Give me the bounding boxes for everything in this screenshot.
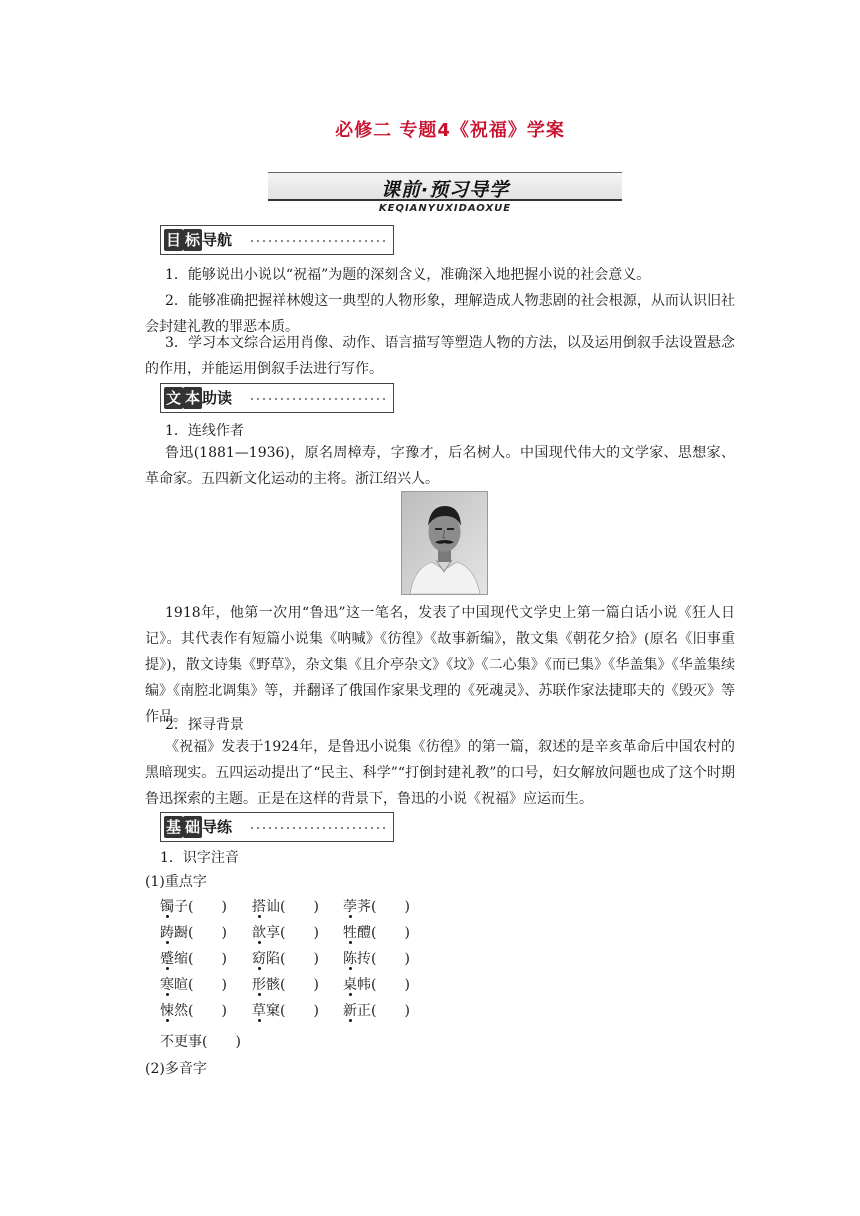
pronunciation-item — [343, 973, 410, 997]
pronunciation-item — [160, 973, 227, 997]
answer-blank[interactable]: ( ) — [371, 899, 410, 915]
companion-character: 帏 — [357, 977, 371, 993]
companion-character: 抟 — [357, 951, 371, 967]
target-character: 寒 — [160, 977, 174, 993]
section-banner — [268, 172, 622, 216]
section-header-label: 助读 — [202, 389, 233, 407]
banner-subtitle: KEQIANYUXIDAOXUE — [378, 203, 512, 214]
pronunciation-item — [252, 895, 319, 919]
answer-blank[interactable]: ( ) — [280, 925, 319, 941]
answer-blank[interactable]: ( ) — [280, 977, 319, 993]
target-character: 歆 — [252, 925, 266, 941]
section-header-text — [160, 383, 394, 413]
companion-character: 窠 — [266, 1003, 280, 1019]
answer-blank[interactable]: ( ) — [280, 1003, 319, 1019]
pronunciation-item — [343, 999, 410, 1023]
pronunciation-item — [252, 999, 319, 1023]
pronunciation-item — [252, 973, 319, 997]
target-character: 踌 — [160, 925, 174, 941]
target-character: 形 — [252, 977, 266, 993]
answer-blank[interactable]: ( ) — [371, 951, 410, 967]
pronunciation-item — [343, 895, 410, 919]
author-portrait — [401, 491, 488, 595]
companion-character: 荠 — [357, 899, 371, 915]
target-character: 悚 — [160, 1003, 174, 1019]
companion-character: 然 — [174, 1003, 188, 1019]
section-header-goals — [160, 225, 394, 255]
section-header-basic — [160, 812, 394, 842]
section-header-char: 本 — [185, 389, 201, 407]
section-header-label: 导航 — [202, 231, 233, 249]
answer-blank[interactable]: ( ) — [280, 951, 319, 967]
dotted-rule — [249, 397, 387, 401]
pronunciation-item — [343, 921, 410, 945]
companion-character: 享 — [266, 925, 280, 941]
answer-blank[interactable]: ( ) — [188, 951, 227, 967]
pronunciation-item — [252, 921, 319, 945]
dotted-rule — [249, 826, 387, 830]
answer-blank[interactable]: ( ) — [280, 899, 319, 915]
target-character: 蹙 — [160, 951, 174, 967]
companion-character: 缩 — [174, 951, 188, 967]
pronunciation-item — [160, 895, 227, 919]
target-character: 桌 — [343, 977, 357, 993]
pronunciation-item — [252, 947, 319, 971]
companion-character: 醴 — [357, 925, 371, 941]
section-header-char: 标 — [185, 231, 201, 249]
subheading-author: 1．连线作者 — [165, 423, 244, 439]
goal-item-1: 1．能够说出小说以“祝福”为题的深刻含义，准确深入地把握小说的社会意义。 — [165, 267, 651, 283]
answer-blank[interactable]: ( ) — [188, 925, 227, 941]
subheading-background: 2．探寻背景 — [165, 717, 244, 733]
answer-blank[interactable]: ( ) — [188, 977, 227, 993]
target-character: 搭 — [252, 899, 266, 915]
section-header-label: 导练 — [202, 818, 233, 836]
companion-character: 暄 — [174, 977, 188, 993]
target-character: 窈 — [252, 951, 266, 967]
answer-blank[interactable]: ( ) — [188, 899, 227, 915]
companion-character: 讪 — [266, 899, 280, 915]
background-text: 《祝福》发表于1924年，是鲁迅小说集《彷徨》的第一篇，叙述的是辛亥革命后中国农村的黑暗现实。五四运动提出了“民主、科学”“打倒封建礼教”的口号，妇女解放问题也成了这个时期鲁迅探索的主题。正是在这样的背景下，鲁迅的小说《祝福》应运而生。 — [145, 739, 735, 807]
section-header-char: 文 — [166, 389, 182, 407]
pronunciation-item — [343, 947, 410, 971]
section-header-char: 目 — [166, 231, 182, 249]
page-title: 必修二 专题4《祝福》学案 — [335, 120, 565, 141]
exercise-heading: 1．识字注音 — [160, 850, 239, 866]
pronunciation-item — [160, 921, 227, 945]
target-character: 陈 — [343, 951, 357, 967]
companion-character: 蹰 — [174, 925, 188, 941]
pronunciation-item — [160, 999, 227, 1023]
target-character: 牲 — [343, 925, 357, 941]
author-works: 1918年，他第一次用“鲁迅”这一笔名，发表了中国现代文学史上第一篇白话小说《狂人日记》。其代表作有短篇小说集《呐喊》《彷徨》《故事新编》，散文集《朝花夕拾》(原名《旧事重提》)，散文诗集《野草》，杂文集《且介亭杂文》《坟》《二心集》《而已集》《华盖集》《华盖集续编》《南腔北调集》等，并翻译了俄国作家果戈理的《死魂灵》、苏联作家法捷耶夫的《毁灭》等作品。 — [145, 605, 735, 725]
answer-blank[interactable]: ( ) — [371, 977, 410, 993]
companion-character: 陷 — [266, 951, 280, 967]
exercise-subheading: (1)重点字 — [145, 874, 207, 890]
pronunciation-item-last: 不更事( ) — [160, 1034, 241, 1050]
exercise-subheading-polyphone: (2)多音字 — [145, 1061, 207, 1077]
goal-item-2: 2．能够准确把握祥林嫂这一典型的人物形象，理解造成人物悲剧的社会根源，从而认识旧社会封建礼教的罪恶本质。 — [145, 293, 735, 335]
companion-character: 子 — [174, 899, 188, 915]
banner-title: 课前·预习导学 — [380, 179, 510, 201]
answer-blank[interactable]: ( ) — [371, 1003, 410, 1019]
target-character: 镯 — [160, 899, 174, 915]
goal-item-3: 3．学习本文综合运用肖像、动作、语言描写等塑造人物的方法，以及运用倒叙手法设置悬念的作用，并能运用倒叙手法进行写作。 — [145, 335, 735, 377]
answer-blank[interactable]: ( ) — [371, 925, 410, 941]
companion-character: 正 — [357, 1003, 371, 1019]
target-character: 荸 — [343, 899, 357, 915]
target-character: 新 — [343, 1003, 357, 1019]
portrait-image — [402, 492, 487, 594]
answer-blank[interactable]: ( ) — [188, 1003, 227, 1019]
section-header-char: 基 — [166, 818, 182, 836]
pronunciation-item — [160, 947, 227, 971]
author-intro: 鲁迅(1881—1936)，原名周樟寿，字豫才，后名树人。中国现代伟大的文学家、思想家、革命家。五四新文化运动的主将。浙江绍兴人。 — [145, 445, 735, 487]
dotted-rule — [249, 239, 387, 243]
section-header-char: 础 — [185, 818, 201, 836]
companion-character: 骸 — [266, 977, 280, 993]
target-character: 草 — [252, 1003, 266, 1019]
